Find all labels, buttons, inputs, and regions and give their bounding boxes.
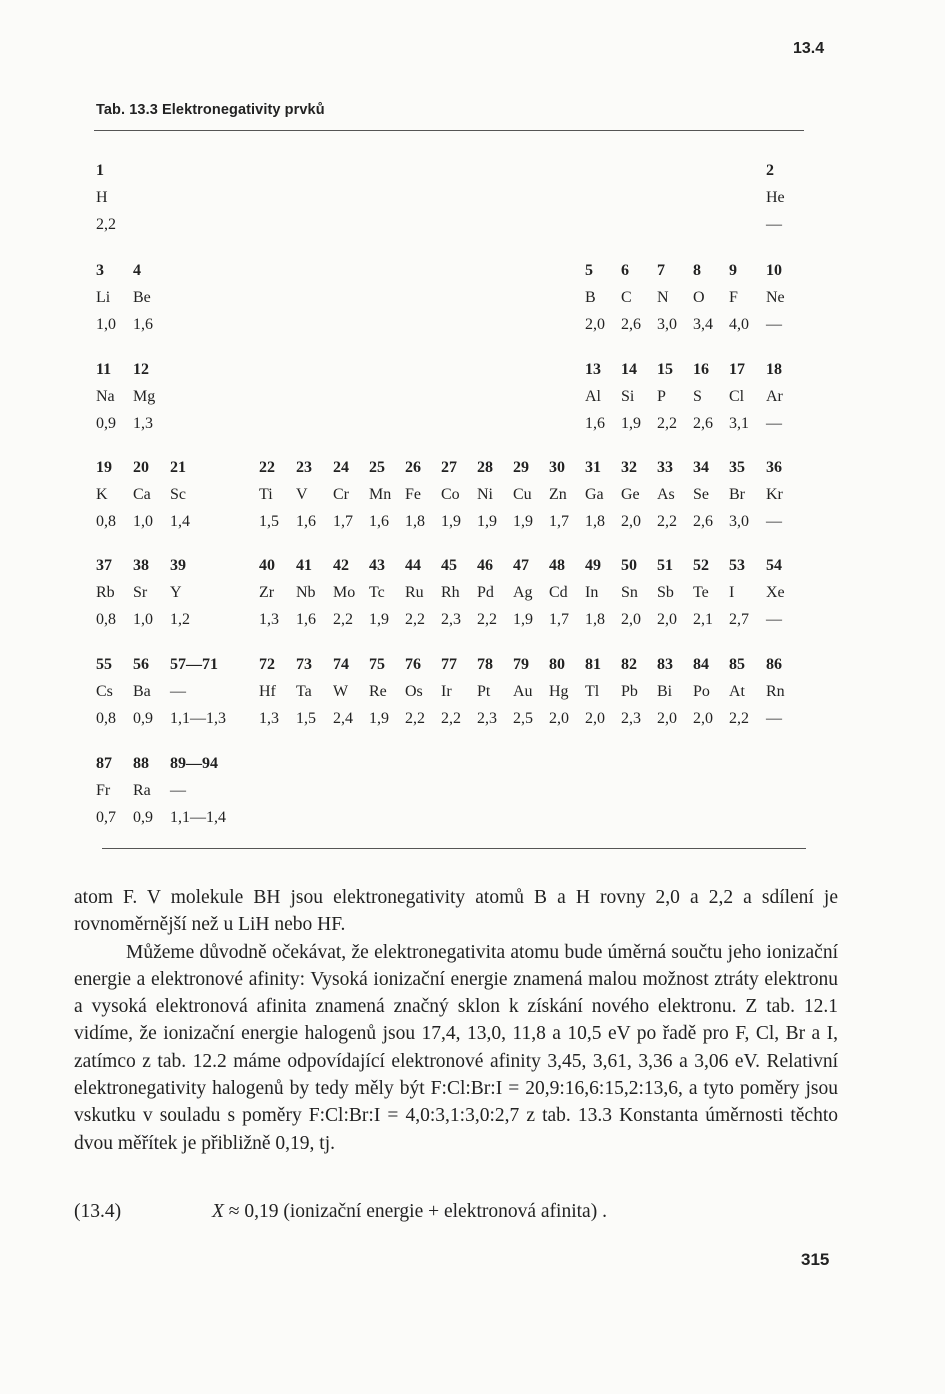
electronegativity-value: 1,9 bbox=[621, 415, 641, 432]
electronegativity-value: 2,2 bbox=[96, 216, 116, 233]
element-cell bbox=[766, 552, 814, 633]
atomic-number: 87 bbox=[96, 755, 112, 772]
element-symbol: Tc bbox=[369, 584, 385, 601]
atomic-number: 73 bbox=[296, 656, 312, 673]
atomic-number: 44 bbox=[405, 557, 421, 574]
electronegativity-value: 0,9 bbox=[133, 710, 153, 727]
element-symbol: Zr bbox=[259, 584, 275, 601]
electronegativity-value: 2,0 bbox=[621, 513, 641, 530]
element-symbol: — bbox=[170, 683, 186, 700]
element-cell bbox=[170, 651, 226, 732]
element-symbol: Zn bbox=[549, 486, 567, 503]
element-symbol: Cl bbox=[729, 388, 745, 405]
atomic-number: 25 bbox=[369, 459, 385, 476]
element-symbol: Cr bbox=[333, 486, 349, 503]
element-symbol: P bbox=[657, 388, 666, 405]
electronegativity-value: 1,6 bbox=[296, 513, 316, 530]
element-symbol: Ne bbox=[766, 289, 785, 306]
element-symbol: — bbox=[170, 782, 186, 799]
element-symbol: Fr bbox=[96, 782, 111, 799]
atomic-number: 86 bbox=[766, 656, 782, 673]
atomic-number: 47 bbox=[513, 557, 529, 574]
electronegativity-value: — bbox=[766, 611, 782, 628]
electronegativity-value: 1,0 bbox=[133, 513, 153, 530]
electronegativity-value: 1,6 bbox=[133, 316, 153, 333]
element-symbol: Si bbox=[621, 388, 635, 405]
element-symbol: W bbox=[333, 683, 349, 700]
atomic-number: 57—71 bbox=[170, 656, 218, 673]
electronegativity-value: 2,2 bbox=[657, 513, 677, 530]
element-symbol: Ti bbox=[259, 486, 273, 503]
element-cell bbox=[170, 750, 226, 831]
atomic-number: 41 bbox=[296, 557, 312, 574]
element-cell bbox=[766, 356, 814, 437]
atomic-number: 34 bbox=[693, 459, 709, 476]
electronegativity-value: 2,7 bbox=[729, 611, 749, 628]
element-symbol: B bbox=[585, 289, 596, 306]
electronegativity-value: 1,8 bbox=[405, 513, 425, 530]
atomic-number: 33 bbox=[657, 459, 673, 476]
atomic-number: 16 bbox=[693, 361, 709, 378]
atomic-number: 4 bbox=[133, 262, 141, 279]
atomic-number: 50 bbox=[621, 557, 637, 574]
element-symbol: Rh bbox=[441, 584, 460, 601]
atomic-number: 14 bbox=[621, 361, 637, 378]
atomic-number: 15 bbox=[657, 361, 673, 378]
element-symbol: Cu bbox=[513, 486, 532, 503]
electronegativity-value: 2,6 bbox=[693, 415, 713, 432]
element-symbol: Xe bbox=[766, 584, 785, 601]
element-symbol: O bbox=[693, 289, 705, 306]
element-symbol: Be bbox=[133, 289, 151, 306]
atomic-number: 8 bbox=[693, 262, 701, 279]
atomic-number: 36 bbox=[766, 459, 782, 476]
table-bottom-rule bbox=[102, 848, 806, 849]
electronegativity-value: — bbox=[766, 415, 782, 432]
electronegativity-value: 1,3 bbox=[133, 415, 153, 432]
element-symbol: Li bbox=[96, 289, 111, 306]
element-symbol: Hf bbox=[259, 683, 276, 700]
atomic-number: 81 bbox=[585, 656, 601, 673]
element-symbol: Rn bbox=[766, 683, 785, 700]
electronegativity-value: 1,8 bbox=[585, 611, 605, 628]
atomic-number: 17 bbox=[729, 361, 745, 378]
element-symbol: Mg bbox=[133, 388, 156, 405]
atomic-number: 6 bbox=[621, 262, 629, 279]
atomic-number: 10 bbox=[766, 262, 782, 279]
electronegativity-value: 3,0 bbox=[657, 316, 677, 333]
electronegativity-value: 2,0 bbox=[693, 710, 713, 727]
element-symbol: Fe bbox=[405, 486, 421, 503]
electronegativity-value: 1,2 bbox=[170, 611, 190, 628]
atomic-number: 13 bbox=[585, 361, 601, 378]
element-symbol: Sb bbox=[657, 584, 674, 601]
atomic-number: 40 bbox=[259, 557, 275, 574]
element-cell bbox=[96, 157, 144, 238]
atomic-number: 28 bbox=[477, 459, 493, 476]
electronegativity-value: 1,6 bbox=[369, 513, 389, 530]
electronegativity-value: 1,3 bbox=[259, 710, 279, 727]
electronegativity-value: 0,8 bbox=[96, 513, 116, 530]
atomic-number: 74 bbox=[333, 656, 349, 673]
atomic-number: 89—94 bbox=[170, 755, 218, 772]
electronegativity-value: 0,9 bbox=[96, 415, 116, 432]
equation-label: (13.4) bbox=[74, 1201, 122, 1222]
element-symbol: Ge bbox=[621, 486, 640, 503]
electronegativity-value: 0,9 bbox=[133, 809, 153, 826]
element-symbol: Ir bbox=[441, 683, 452, 700]
electronegativity-value: 2,6 bbox=[621, 316, 641, 333]
atomic-number: 79 bbox=[513, 656, 529, 673]
electronegativity-value: 2,3 bbox=[477, 710, 497, 727]
electronegativity-value: 1,1—1,4 bbox=[170, 809, 226, 826]
element-symbol: Ga bbox=[585, 486, 604, 503]
atomic-number: 2 bbox=[766, 162, 774, 179]
element-symbol: As bbox=[657, 486, 675, 503]
atomic-number: 20 bbox=[133, 459, 149, 476]
element-symbol: N bbox=[657, 289, 669, 306]
element-symbol: Re bbox=[369, 683, 387, 700]
equation-expression: ≈ 0,19 (ionizační energie + elektronová afinita) . bbox=[228, 1201, 607, 1222]
atomic-number: 5 bbox=[585, 262, 593, 279]
element-cell bbox=[133, 356, 181, 437]
atomic-number: 48 bbox=[549, 557, 565, 574]
atomic-number: 39 bbox=[170, 557, 186, 574]
electronegativity-value: 0,7 bbox=[96, 809, 116, 826]
atomic-number: 26 bbox=[405, 459, 421, 476]
element-symbol: Al bbox=[585, 388, 601, 405]
element-symbol: At bbox=[729, 683, 745, 700]
element-symbol: Y bbox=[170, 584, 182, 601]
element-symbol: Pd bbox=[477, 584, 494, 601]
element-symbol: Po bbox=[693, 683, 710, 700]
element-symbol: Cs bbox=[96, 683, 113, 700]
electronegativity-value: 1,0 bbox=[96, 316, 116, 333]
electronegativity-value: 1,4 bbox=[170, 513, 190, 530]
element-cell bbox=[170, 552, 218, 633]
electronegativity-value: 1,9 bbox=[513, 513, 533, 530]
element-cell bbox=[170, 454, 218, 535]
atomic-number: 24 bbox=[333, 459, 349, 476]
electronegativity-value: 1,7 bbox=[549, 611, 569, 628]
element-symbol: Ba bbox=[133, 683, 151, 700]
electronegativity-value: 2,1 bbox=[693, 611, 713, 628]
atomic-number: 31 bbox=[585, 459, 601, 476]
element-symbol: Nb bbox=[296, 584, 316, 601]
atomic-number: 37 bbox=[96, 557, 112, 574]
electronegativity-value: 2,2 bbox=[729, 710, 749, 727]
element-symbol: Sc bbox=[170, 486, 186, 503]
atomic-number: 27 bbox=[441, 459, 457, 476]
element-symbol: Sn bbox=[621, 584, 638, 601]
element-symbol: S bbox=[693, 388, 702, 405]
element-symbol: Mn bbox=[369, 486, 392, 503]
page-number: 315 bbox=[801, 1250, 830, 1269]
element-symbol: Ag bbox=[513, 584, 533, 601]
element-symbol: Ta bbox=[296, 683, 312, 700]
element-symbol: Te bbox=[693, 584, 709, 601]
atomic-number: 77 bbox=[441, 656, 457, 673]
electronegativity-value: 2,2 bbox=[477, 611, 497, 628]
electronegativity-value: 1,9 bbox=[513, 611, 533, 628]
atomic-number: 9 bbox=[729, 262, 737, 279]
element-symbol: K bbox=[96, 486, 108, 503]
element-symbol: Tl bbox=[585, 683, 600, 700]
electronegativity-value: 1,3 bbox=[259, 611, 279, 628]
electronegativity-value: 1,0 bbox=[133, 611, 153, 628]
electronegativity-value: 1,7 bbox=[333, 513, 353, 530]
atomic-number: 46 bbox=[477, 557, 493, 574]
element-symbol: Sr bbox=[133, 584, 148, 601]
element-symbol: Cd bbox=[549, 584, 568, 601]
electronegativity-value: 3,1 bbox=[729, 415, 749, 432]
atomic-number: 18 bbox=[766, 361, 782, 378]
atomic-number: 11 bbox=[96, 361, 112, 378]
electronegativity-value: 2,2 bbox=[405, 710, 425, 727]
electronegativity-value: 0,8 bbox=[96, 611, 116, 628]
table-top-rule bbox=[94, 130, 804, 131]
electronegativity-value: 1,9 bbox=[369, 710, 389, 727]
atomic-number: 3 bbox=[96, 262, 104, 279]
atomic-number: 72 bbox=[259, 656, 275, 673]
electronegativity-value: 1,5 bbox=[296, 710, 316, 727]
electronegativity-value: 2,0 bbox=[585, 710, 605, 727]
atomic-number: 12 bbox=[133, 361, 149, 378]
atomic-number: 35 bbox=[729, 459, 745, 476]
element-symbol: I bbox=[729, 584, 735, 601]
electronegativity-value: 2,2 bbox=[405, 611, 425, 628]
electronegativity-value: — bbox=[766, 710, 782, 727]
electronegativity-value: 1,9 bbox=[477, 513, 497, 530]
atomic-number: 76 bbox=[405, 656, 421, 673]
atomic-number: 22 bbox=[259, 459, 275, 476]
equation-variable: X bbox=[212, 1201, 224, 1222]
element-symbol: Br bbox=[729, 486, 745, 503]
electronegativity-value: 0,8 bbox=[96, 710, 116, 727]
element-symbol: Hg bbox=[549, 683, 569, 700]
element-symbol: Ar bbox=[766, 388, 783, 405]
electronegativity-value: 2,2 bbox=[657, 415, 677, 432]
electronegativity-value: 2,0 bbox=[621, 611, 641, 628]
atomic-number: 19 bbox=[96, 459, 112, 476]
body-text bbox=[74, 884, 838, 1157]
electronegativity-value: 1,6 bbox=[296, 611, 316, 628]
atomic-number: 23 bbox=[296, 459, 312, 476]
electronegativity-value: — bbox=[766, 513, 782, 530]
atomic-number: 85 bbox=[729, 656, 745, 673]
electronegativity-value: 2,3 bbox=[441, 611, 461, 628]
atomic-number: 78 bbox=[477, 656, 493, 673]
electronegativity-value: 1,9 bbox=[441, 513, 461, 530]
electronegativity-value: 2,3 bbox=[621, 710, 641, 727]
atomic-number: 54 bbox=[766, 557, 782, 574]
electronegativity-value: 4,0 bbox=[729, 316, 749, 333]
atomic-number: 83 bbox=[657, 656, 673, 673]
electronegativity-value: 2,0 bbox=[657, 611, 677, 628]
element-symbol: Ru bbox=[405, 584, 424, 601]
element-symbol: Rb bbox=[96, 584, 115, 601]
element-symbol: Kr bbox=[766, 486, 783, 503]
atomic-number: 56 bbox=[133, 656, 149, 673]
electronegativity-value: 2,0 bbox=[657, 710, 677, 727]
element-cell bbox=[766, 454, 814, 535]
element-symbol: Ni bbox=[477, 486, 493, 503]
electronegativity-value: — bbox=[766, 316, 782, 333]
atomic-number: 43 bbox=[369, 557, 385, 574]
atomic-number: 51 bbox=[657, 557, 673, 574]
atomic-number: 88 bbox=[133, 755, 149, 772]
electronegativity-value: 1,1—1,3 bbox=[170, 710, 226, 727]
atomic-number: 75 bbox=[369, 656, 385, 673]
atomic-number: 80 bbox=[549, 656, 565, 673]
electronegativity-value: 1,8 bbox=[585, 513, 605, 530]
table-title: Tab. 13.3 Elektronegativity prvků bbox=[96, 102, 325, 118]
atomic-number: 49 bbox=[585, 557, 601, 574]
electronegativity-value: 1,6 bbox=[585, 415, 605, 432]
atomic-number: 32 bbox=[621, 459, 637, 476]
element-symbol: In bbox=[585, 584, 599, 601]
atomic-number: 84 bbox=[693, 656, 709, 673]
atomic-number: 82 bbox=[621, 656, 637, 673]
electronegativity-value: 1,9 bbox=[369, 611, 389, 628]
element-symbol: Os bbox=[405, 683, 423, 700]
element-symbol: Mo bbox=[333, 584, 356, 601]
atomic-number: 42 bbox=[333, 557, 349, 574]
atomic-number: 55 bbox=[96, 656, 112, 673]
element-symbol: Ca bbox=[133, 486, 151, 503]
atomic-number: 30 bbox=[549, 459, 565, 476]
electronegativity-value: 2,0 bbox=[549, 710, 569, 727]
electronegativity-value: 2,5 bbox=[513, 710, 533, 727]
atomic-number: 38 bbox=[133, 557, 149, 574]
equation-body bbox=[212, 1198, 607, 1226]
electronegativity-value: 2,2 bbox=[441, 710, 461, 727]
element-symbol: Pb bbox=[621, 683, 638, 700]
atomic-number: 53 bbox=[729, 557, 745, 574]
atomic-number: 45 bbox=[441, 557, 457, 574]
element-symbol: H bbox=[96, 189, 108, 206]
atomic-number: 7 bbox=[657, 262, 665, 279]
element-symbol: Na bbox=[96, 388, 115, 405]
element-symbol: F bbox=[729, 289, 738, 306]
element-symbol: Se bbox=[693, 486, 709, 503]
element-symbol: Pt bbox=[477, 683, 491, 700]
atomic-number: 52 bbox=[693, 557, 709, 574]
electronegativity-value: 3,0 bbox=[729, 513, 749, 530]
paragraph-2: Můžeme důvodně očekávat, že elektronegativita atomu bude úměrná součtu jeho ionizační energie a elektronové afinity: Vysoká ionizační energie znamená malou možnost ztráty elektronu a vysoká elektronová afinita znamená značný sklon k získání nového elektronu. Z tab. 12.1 vidíme, že ionizační energie halogenů jsou 17,4, 13,0, 11,8 a 10,5 eV po řadě pro F, Cl, Br a I, zatímco z tab. 12.2 máme odpovídající elektronové afinity 3,45, 3,61, 3,36 a 3,06 eV. Relativní elektronegativity halogenů by tedy měly být F:Cl:Br:I = 20,9:16,6:15,2:13,6, a tyto poměry jsou vskutku v souladu s poměry F:Cl:Br:I = 4,0:3,1:3,0:2,7 z tab. 13.3 Konstanta úměrnosti těchto dvou měřítek je přibližně 0,19, tj. bbox=[74, 941, 838, 1154]
electronegativity-value: 2,0 bbox=[585, 316, 605, 333]
electronegativity-value: 2,2 bbox=[333, 611, 353, 628]
paragraph-1: atom F. V molekule BH jsou elektronegativity atomů B a H rovny 2,0 a 2,2 a sdílení je rovnoměrnější než u LiH nebo HF. bbox=[74, 887, 838, 936]
atomic-number: 21 bbox=[170, 459, 186, 476]
element-symbol: Co bbox=[441, 486, 460, 503]
electronegativity-value: 3,4 bbox=[693, 316, 713, 333]
element-symbol: V bbox=[296, 486, 308, 503]
electronegativity-value: — bbox=[766, 216, 782, 233]
element-symbol: He bbox=[766, 189, 785, 206]
electronegativity-value: 2,4 bbox=[333, 710, 353, 727]
element-symbol: Au bbox=[513, 683, 533, 700]
electronegativity-value: 1,7 bbox=[549, 513, 569, 530]
electronegativity-value: 2,6 bbox=[693, 513, 713, 530]
element-cell bbox=[133, 257, 181, 338]
atomic-number: 29 bbox=[513, 459, 529, 476]
electronegativity-value: 1,5 bbox=[259, 513, 279, 530]
element-symbol: Ra bbox=[133, 782, 151, 799]
atomic-number: 1 bbox=[96, 162, 104, 179]
section-number: 13.4 bbox=[793, 40, 825, 57]
element-symbol: C bbox=[621, 289, 632, 306]
element-cell bbox=[766, 651, 814, 732]
element-cell bbox=[766, 157, 814, 238]
element-symbol: Bi bbox=[657, 683, 673, 700]
element-cell bbox=[766, 257, 814, 338]
